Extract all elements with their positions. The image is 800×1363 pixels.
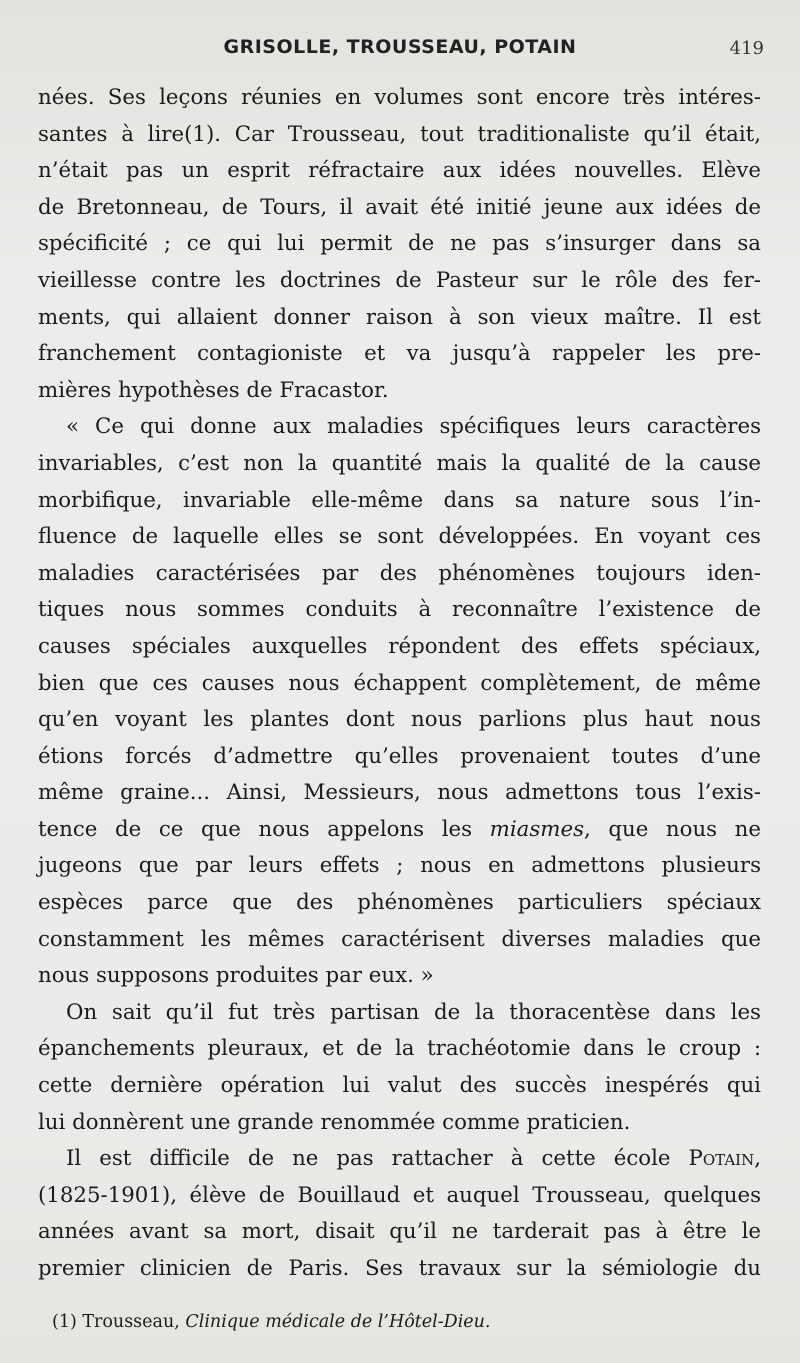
smallcaps-name: Potain [688,1146,755,1172]
text-line: n’était pas un esprit réfractaire aux idées nouvelles. Elève [38,158,761,184]
text-run: tence de ce que nous appelons les [38,816,490,842]
text-line: nous supposons produites par eux. » [38,963,434,989]
text-line: invariables, c’est non la quantité mais la qualité de la cause [38,450,761,476]
footnote-marker: (1) Trousseau, [52,1312,186,1332]
paragraph-1 [38,80,761,409]
text-line: même graine... Ainsi, Messieurs, nous admettons tous l’exis- [38,780,761,806]
text-line: nées. Ses leçons réunies en volumes sont encore très intéres- [38,85,761,110]
text-line: ments, qui allaient donner raison à son vieux maître. Il est [38,304,761,330]
text-line: étions forcés d’admettre qu’elles provenaient toutes d’une [38,743,761,769]
paragraph-4 [38,1141,761,1287]
text-run: , que nous ne [584,816,761,842]
text-line: lui donnèrent une grande renommée comme praticien. [38,1109,631,1135]
text-line: santes à lire(1). Car Trousseau, tout traditionaliste qu’il était, [38,121,761,147]
body-text [38,80,761,1288]
running-head [36,36,764,68]
footnote [52,1312,762,1332]
text-run: Il est difficile de ne pas rattacher à cette école [66,1146,689,1172]
text-line: constamment les mêmes caractérisent diverses maladies que [38,926,761,952]
italic-term: miasmes [489,816,584,842]
text-line: On sait qu’il fut très partisan de la thoracentèse dans les [66,999,761,1025]
text-line: (1825-1901), élève de Bouillaud et auquel Trousseau, quelques [38,1182,761,1208]
text-line: « Ce qui donne aux maladies spécifiques leurs caractères [66,414,761,440]
text-line-with-smallcaps [38,1141,761,1178]
text-line: cette dernière opération lui valut des succès inespérés qui [38,1073,761,1099]
text-line: morbifique, invariable elle-même dans sa nature sous l’in- [38,487,761,513]
text-line: épanchements pleuraux, et de la trachéotomie dans le croup : [38,1036,761,1062]
text-line: années avant sa mort, disait qu’il ne tarderait pas à être le [38,1219,761,1245]
text-line: premier clinicien de Paris. Ses travaux sur la sémiologie du [38,1256,761,1281]
text-line: bien que ces causes nous échappent complètement, de même [38,670,761,696]
text-line: mières hypothèses de Fracastor. [38,377,389,403]
text-line: maladies caractérisées par des phénomènes toujours iden- [38,560,761,586]
paragraph-2-quotation [38,409,761,995]
text-line-with-italic [38,812,761,849]
text-line: jugeons que par leurs effets ; nous en admettons plusieurs [38,853,761,879]
page-number: 419 [729,38,764,59]
text-line: de Bretonneau, de Tours, il avait été initié jeune aux idées de [38,194,761,220]
text-line: qu’en voyant les plantes dont nous parlions plus haut nous [38,707,761,733]
text-line: fluence de laquelle elles se sont développées. En voyant ces [38,524,761,550]
text-line: tiques nous sommes conduits à reconnaître l’existence de [38,597,761,623]
footnote-title: Clinique médicale de l’Hôtel-Dieu. [185,1312,491,1332]
text-line: spécificité ; ce qui lui permit de ne pas s’insurger dans sa [38,231,761,257]
text-run: , [754,1146,761,1172]
text-line: vieillesse contre les doctrines de Pasteur sur le rôle des fer- [38,267,761,293]
text-line: causes spéciales auxquelles répondent des effets spéciaux, [38,633,761,659]
paragraph-3 [38,995,761,1141]
text-line: espèces parce que des phénomènes particuliers spéciaux [38,890,761,916]
running-title: GRISOLLE, TROUSSEAU, POTAIN [223,36,577,58]
text-line: franchement contagioniste et va jusqu’à rappeler les pre- [38,341,761,367]
